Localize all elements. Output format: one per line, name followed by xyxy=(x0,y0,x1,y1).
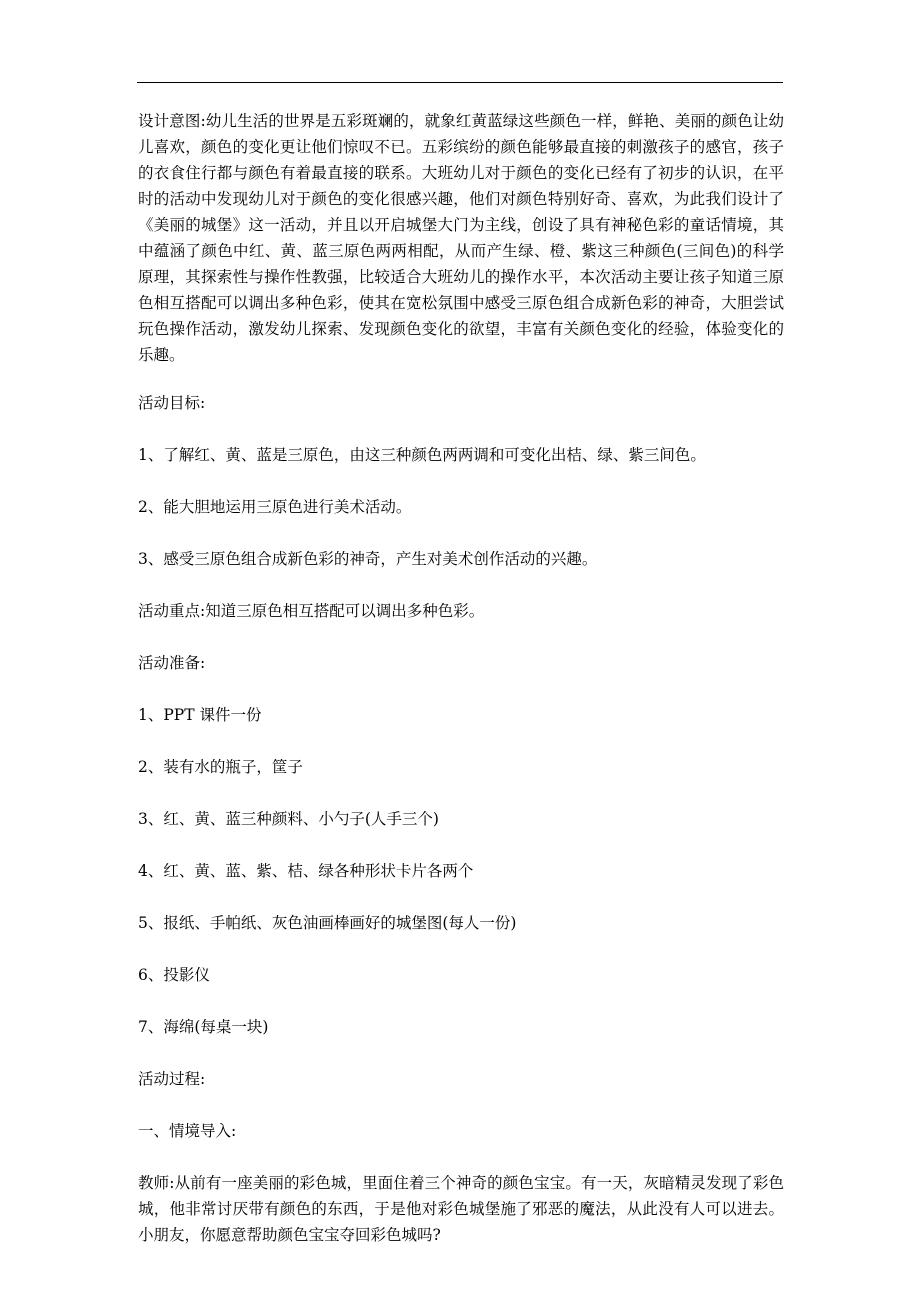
preparation-heading: 活动准备: xyxy=(138,654,206,672)
goals-heading: 活动目标: xyxy=(138,394,206,412)
goal-item-3: 3、感受三原色组合成新色彩的神奇，产生对美术创作活动的兴趣。 xyxy=(138,550,598,568)
header-rule xyxy=(137,82,783,83)
prep-item-5: 5、报纸、手帕纸、灰色油画棒画好的城堡图(每人一份) xyxy=(138,914,517,932)
prep-item-3: 3、红、黄、蓝三种颜料、小勺子(人手三个) xyxy=(138,810,439,828)
document-body xyxy=(138,108,784,1270)
prep-item-2: 2、装有水的瓶子，筐子 xyxy=(138,758,303,776)
prep-item-4: 4、红、黄、蓝、紫、桔、绿各种形状卡片各两个 xyxy=(138,862,474,880)
prep-item-6: 6、投影仪 xyxy=(138,966,210,984)
design-intent-paragraph: 设计意图:幼儿生活的世界是五彩斑斓的，就象红黄蓝绿这些颜色一样，鲜艳、美丽的颜色让幼儿喜欢，颜色的变化更让他们惊叹不已。五彩缤纷的颜色能够最直接的刺激孩子的感官，孩子的衣食住行都与颜色有着最直接的联系。大班幼儿对于颜色的变化已经有了初步的认识，在平时的活动中发现幼儿对于颜色的变化很感兴趣，他们对颜色特别好奇、喜欢，为此我们设计了《美丽的城堡》这一活动，并且以开启城堡大门为主线，创设了具有神秘色彩的童话情境，其中蕴涵了颜色中红、黄、蓝三原色两两相配，从而产生绿、橙、紫这三种颜色(三间色)的科学原理，其探索性与操作性教强，比较适合大班幼儿的操作水平，本次活动主要让孩子知道三原色相互搭配可以调出多种色彩，使其在宽松氛围中感受三原色组合成新色彩的神奇，大胆尝试玩色操作活动，激发幼儿探索、发现颜色变化的欲望，丰富有关颜色变化的经验，体验变化的乐趣。 xyxy=(138,112,784,364)
section-1-heading: 一、情境导入: xyxy=(138,1122,237,1140)
goal-item-2: 2、能大胆地运用三原色进行美术活动。 xyxy=(138,498,412,516)
prep-item-7: 7、海绵(每桌一块) xyxy=(138,1018,269,1036)
process-heading: 活动过程: xyxy=(138,1070,206,1088)
prep-item-1: 1、PPT 课件一份 xyxy=(138,706,262,724)
goal-item-1: 1、了解红、黄、蓝是三原色，由这三种颜色两两调和可变化出桔、绿、紫三间色。 xyxy=(138,446,706,464)
teacher-intro-paragraph: 教师:从前有一座美丽的彩色城，里面住着三个神奇的颜色宝宝。有一天，灰暗精灵发现了彩色城，他非常讨厌带有颜色的东西，于是他对彩色城堡施了邪恶的魔法，从此没有人可以进去。小朋友，你愿意帮助颜色宝宝夺回彩色城吗? xyxy=(138,1174,784,1244)
key-point: 活动重点:知道三原色相互搭配可以调出多种色彩。 xyxy=(138,602,485,620)
